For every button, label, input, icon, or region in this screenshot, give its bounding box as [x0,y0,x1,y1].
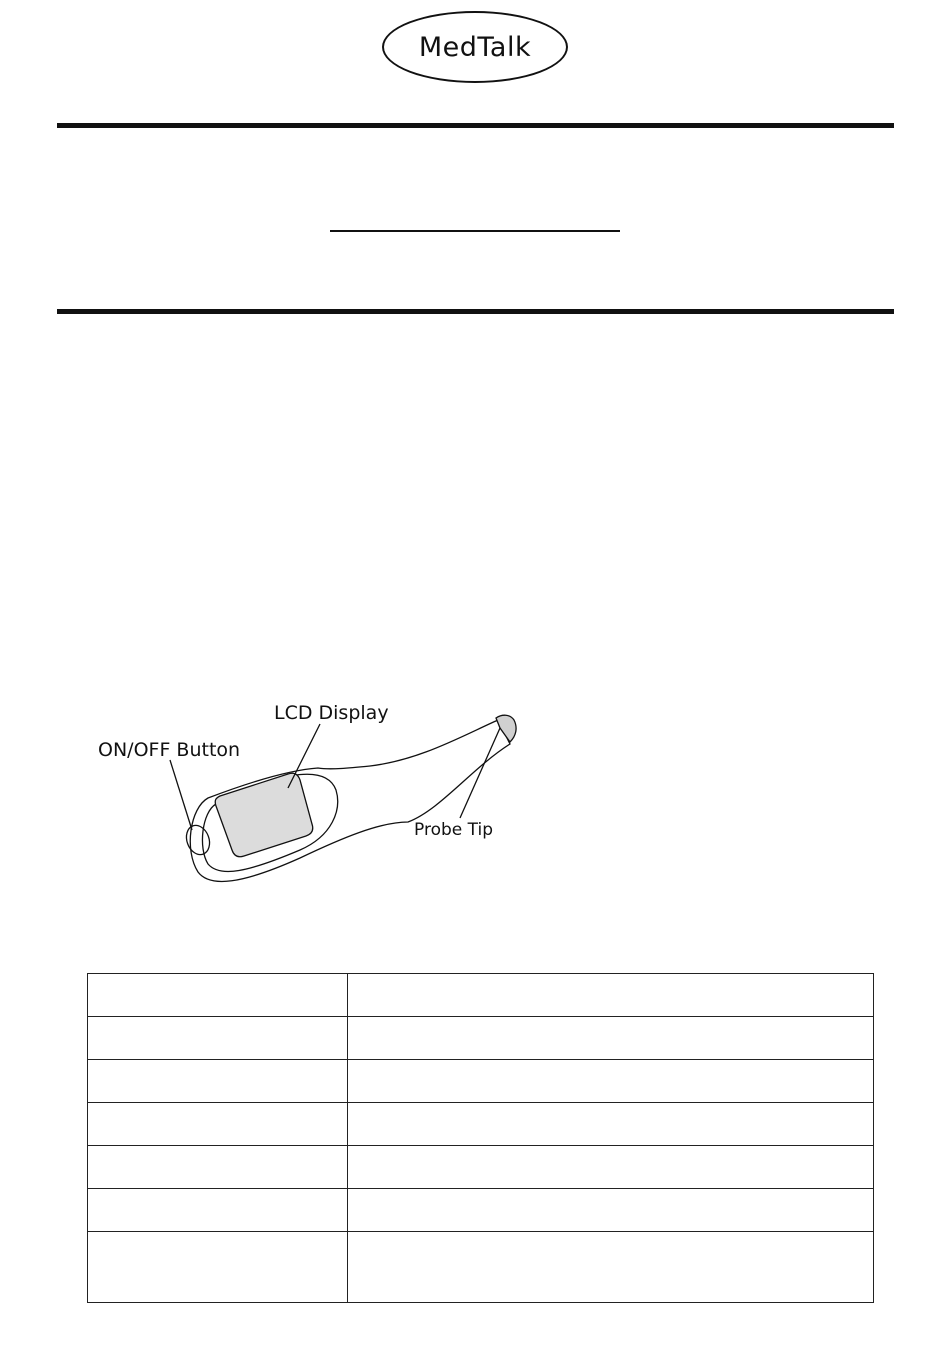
table-row [88,1232,874,1303]
spec-label [88,1189,348,1232]
spec-value [348,1017,874,1060]
on-off-button-label: ON/OFF Button [98,739,241,761]
spec-value [348,1232,874,1303]
spec-label [88,1146,348,1189]
spec-value [348,974,874,1017]
spec-value [348,1146,874,1189]
table-row [88,1017,874,1060]
probe-tip-label: Probe Tip [414,820,493,840]
table-row [88,1189,874,1232]
thermometer-diagram [80,690,540,900]
table-row [88,974,874,1017]
spec-label [88,974,348,1017]
specifications-table [87,973,874,1303]
spec-value [348,1060,874,1103]
spec-label [88,1060,348,1103]
lcd-display-label: LCD Display [274,702,389,724]
spec-label [88,1103,348,1146]
spec-value [348,1103,874,1146]
spec-value [348,1189,874,1232]
spec-label [88,1017,348,1060]
table-row [88,1103,874,1146]
table-row [88,1146,874,1189]
brand-logo [382,11,568,83]
spec-label [88,1232,348,1303]
top-rule [57,123,894,128]
bottom-rule [57,309,894,314]
title-underline [330,230,620,232]
table-row [88,1060,874,1103]
logo-text: MedTalk [418,31,532,63]
